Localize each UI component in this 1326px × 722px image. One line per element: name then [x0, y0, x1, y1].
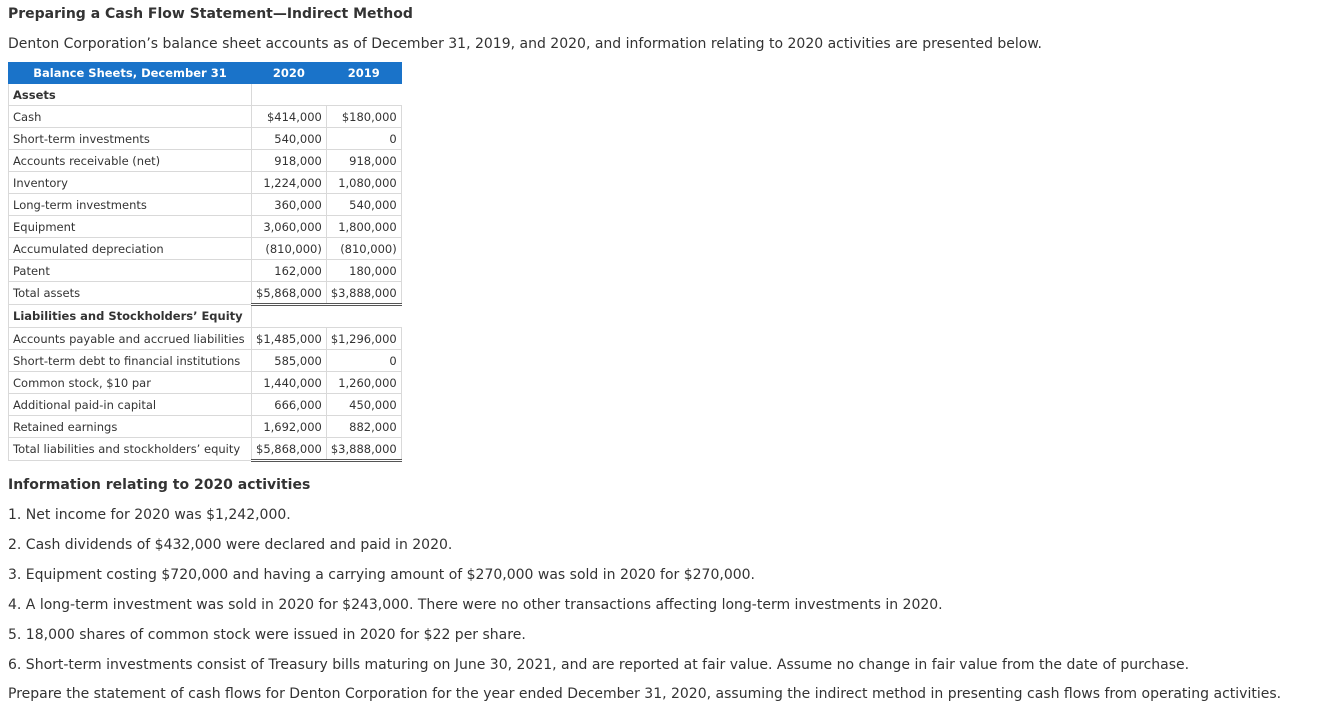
section-blank: [326, 84, 401, 106]
table-row: [9, 128, 402, 150]
value-2019: 180,000: [326, 260, 401, 282]
problem-prompt: Prepare the statement of cash flows for Denton Corporation for the year ended December 31, 2020, assuming the indirect method in presenting cash flows from operating activities.: [8, 686, 1282, 702]
table-row: [9, 372, 402, 394]
header-label: Balance Sheets, December 31: [9, 63, 252, 84]
total-2020: $5,868,000: [252, 282, 327, 305]
section-title: Assets: [9, 84, 252, 106]
total-2019: $3,888,000: [326, 282, 401, 305]
value-2020: 162,000: [252, 260, 327, 282]
section-blank: [252, 84, 327, 106]
section-row: [9, 305, 402, 328]
section-blank: [252, 305, 327, 328]
value-2020: $1,485,000: [252, 328, 327, 350]
value-2019: 1,260,000: [326, 372, 401, 394]
info-item: 6. Short-term investments consist of Treasury bills maturing on June 30, 2021, and are reported at fair value. Assume no change in fair value from the date of purchase.: [8, 657, 1190, 673]
value-2020: 1,692,000: [252, 416, 327, 438]
total-label: Total assets: [9, 282, 252, 305]
table-row: [9, 350, 402, 372]
problem-intro: Denton Corporation’s balance sheet accounts as of December 31, 2019, and 2020, and information relating to 2020 activities are presented below.: [8, 36, 1042, 52]
value-2020: 3,060,000: [252, 216, 327, 238]
row-label: Equipment: [9, 216, 252, 238]
table-row: [9, 172, 402, 194]
section-blank: [326, 305, 401, 328]
row-label: Short-term debt to financial institutions: [9, 350, 252, 372]
row-label: Accumulated depreciation: [9, 238, 252, 260]
value-2019: 882,000: [326, 416, 401, 438]
info-list: [8, 507, 1189, 687]
value-2019: 1,080,000: [326, 172, 401, 194]
table-row: [9, 150, 402, 172]
row-label: Inventory: [9, 172, 252, 194]
row-label: Common stock, $10 par: [9, 372, 252, 394]
value-2020: 666,000: [252, 394, 327, 416]
value-2020: 360,000: [252, 194, 327, 216]
header-2019: 2019: [326, 63, 401, 84]
row-label: Long-term investments: [9, 194, 252, 216]
table-row: [9, 328, 402, 350]
header-2020: 2020: [252, 63, 327, 84]
table-row: [9, 416, 402, 438]
value-2019: 540,000: [326, 194, 401, 216]
balance-sheet-table: [8, 62, 402, 462]
table-row: [9, 394, 402, 416]
value-2020: 540,000: [252, 128, 327, 150]
value-2019: 0: [326, 128, 401, 150]
table-row: [9, 238, 402, 260]
info-item: 5. 18,000 shares of common stock were issued in 2020 for $22 per share.: [8, 627, 526, 643]
value-2020: $414,000: [252, 106, 327, 128]
total-row: [9, 282, 402, 305]
row-label: Patent: [9, 260, 252, 282]
info-title: Information relating to 2020 activities: [8, 477, 311, 493]
row-label: Accounts receivable (net): [9, 150, 252, 172]
row-label: Short-term investments: [9, 128, 252, 150]
value-2019: 0: [326, 350, 401, 372]
info-item: 2. Cash dividends of $432,000 were declared and paid in 2020.: [8, 537, 453, 553]
balance-sheet-body: [9, 84, 402, 461]
problem-title: Preparing a Cash Flow Statement—Indirect Method: [8, 6, 413, 22]
table-header-row: [9, 63, 402, 84]
value-2020: (810,000): [252, 238, 327, 260]
info-item: 4. A long-term investment was sold in 2020 for $243,000. There were no other transactions affecting long-term investments in 2020.: [8, 597, 943, 613]
row-label: Accounts payable and accrued liabilities: [9, 328, 252, 350]
total-row: [9, 438, 402, 461]
value-2019: (810,000): [326, 238, 401, 260]
table-row: [9, 260, 402, 282]
row-label: Retained earnings: [9, 416, 252, 438]
value-2020: 1,224,000: [252, 172, 327, 194]
value-2019: $1,296,000: [326, 328, 401, 350]
section-row: [9, 84, 402, 106]
value-2019: $180,000: [326, 106, 401, 128]
value-2020: 585,000: [252, 350, 327, 372]
total-2020: $5,868,000: [252, 438, 327, 461]
table-row: [9, 194, 402, 216]
section-title: Liabilities and Stockholders’ Equity: [9, 305, 252, 328]
value-2019: 1,800,000: [326, 216, 401, 238]
value-2020: 918,000: [252, 150, 327, 172]
row-label: Cash: [9, 106, 252, 128]
info-item: 1. Net income for 2020 was $1,242,000.: [8, 507, 291, 523]
value-2019: 918,000: [326, 150, 401, 172]
table-row: [9, 216, 402, 238]
table-row: [9, 106, 402, 128]
info-item: 3. Equipment costing $720,000 and having a carrying amount of $270,000 was sold in 2020 for $270,000.: [8, 567, 755, 583]
total-2019: $3,888,000: [326, 438, 401, 461]
row-label: Additional paid-in capital: [9, 394, 252, 416]
value-2020: 1,440,000: [252, 372, 327, 394]
value-2019: 450,000: [326, 394, 401, 416]
total-label: Total liabilities and stockholders’ equity: [9, 438, 252, 461]
